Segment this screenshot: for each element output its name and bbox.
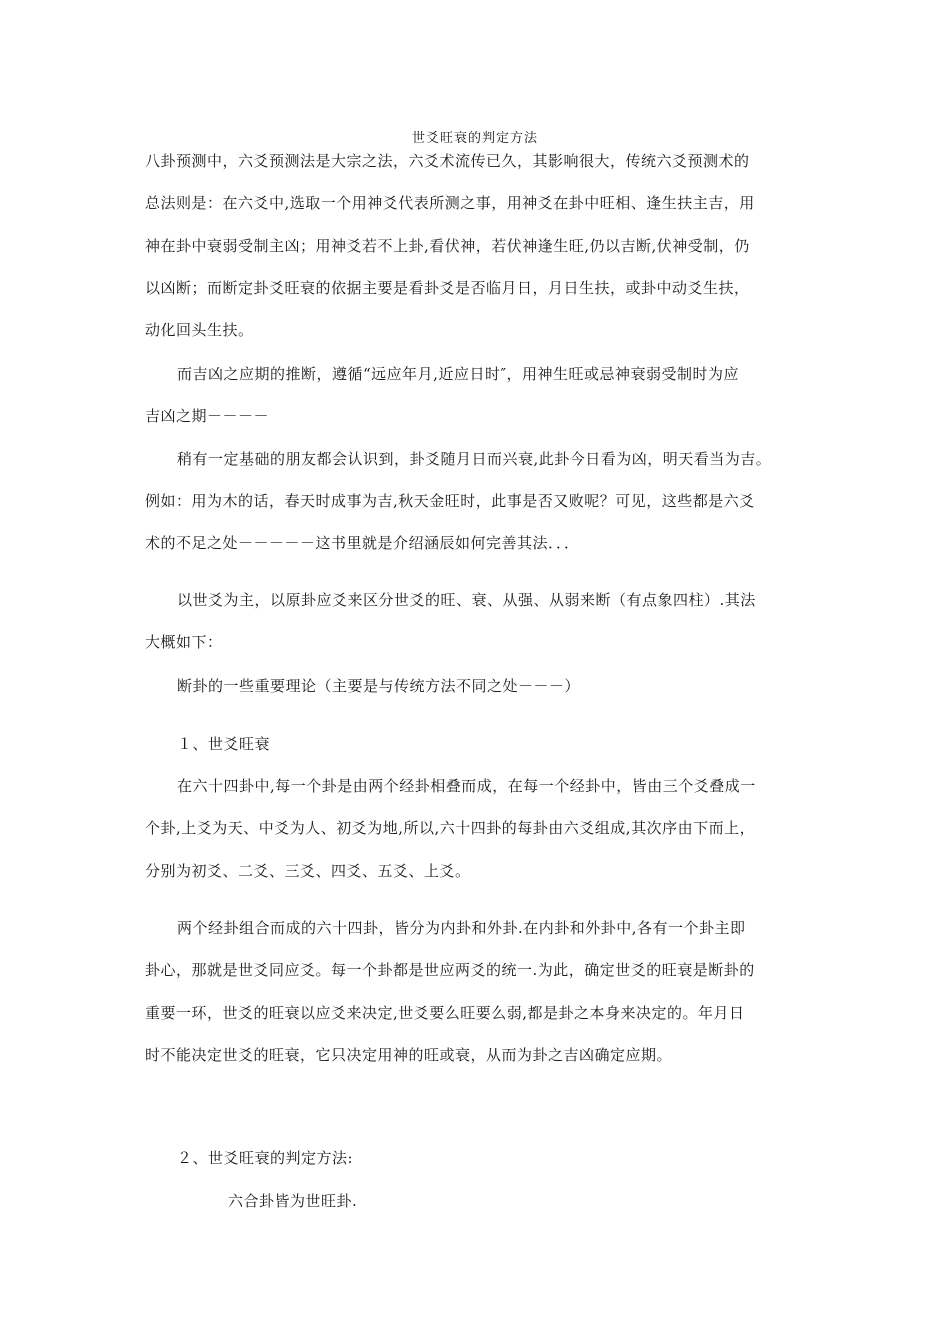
text-line: １、世爻旺衰	[177, 735, 271, 753]
text-line: 两个经卦组合而成的六十四卦，皆分为内卦和外卦.在内卦和外卦中,各有一个卦主即	[177, 919, 746, 937]
text-line: 重要一环，世爻的旺衰以应爻来决定,世爻要么旺要么弱,都是卦之本身来决定的。年月日	[145, 1004, 745, 1022]
text-line: 个卦,上爻为天、中爻为人、初爻为地,所以,六十四卦的每卦由六爻组成,其次序由下而上，	[145, 819, 756, 837]
text-line: 在六十四卦中,每一个卦是由两个经卦相叠而成，在每一个经卦中，皆由三个爻叠成一	[177, 777, 756, 795]
text-line: 例如：用为木的话，春天时成事为吉,秋天金旺时，此事是否又败呢？可见，这些都是六爻	[145, 492, 755, 510]
document-title: 世爻旺衰的判定方法	[411, 131, 538, 146]
text-line: 吉凶之期－－－－	[145, 407, 270, 425]
text-line: 稍有一定基础的朋友都会认识到，卦爻随月日而兴衰,此卦今日看为凶，明天看当为吉。	[177, 450, 772, 468]
text-line: 分别为初爻、二爻、三爻、四爻、五爻、上爻。	[145, 862, 471, 880]
text-line: 而吉凶之应期的推断，遵循“远应年月,近应日时″，用神生旺或忌神衰弱受制时为应	[177, 365, 740, 383]
text-line: 总法则是：在六爻中,选取一个用神爻代表所测之事，用神爻在卦中旺相、逢生扶主吉，用	[145, 194, 755, 212]
text-line: 断卦的一些重要理论（主要是与传统方法不同之处－－－）	[177, 677, 581, 695]
text-line: 卦心，那就是世爻同应爻。每一个卦都是世应两爻的统一.为此，确定世爻的旺衰是断卦的	[145, 961, 755, 979]
text-line: 术的不足之处－－－－－这书里就是介绍涵辰如何完善其法．．．	[145, 534, 580, 552]
text-line: ２、世爻旺衰的判定方法:	[177, 1149, 354, 1167]
text-line: 八卦预测中，六爻预测法是大宗之法，六爻术流传已久，其影响很大，传统六爻预测术的	[145, 152, 750, 170]
text-line: 大概如下：	[145, 633, 223, 651]
text-line: 神在卦中衰弱受制主凶；用神爻若不上卦,看伏神，若伏神逢生旺,仍以吉断,伏神受制，仍	[145, 237, 750, 255]
text-line: 以世爻为主，以原卦应爻来区分世爻的旺、衰、从强、从弱来断（有点象四柱）.其法	[177, 591, 756, 609]
text-line: 动化回头生扶。	[145, 321, 254, 339]
text-line: 以凶断；而断定卦爻旺衰的依据主要是看卦爻是否临月日，月日生扶，或卦中动爻生扶，	[145, 279, 750, 297]
text-line: 时不能决定世爻的旺衰，它只决定用神的旺或衰，从而为卦之吉凶确定应期。	[145, 1046, 673, 1064]
text-line: 六合卦皆为世旺卦.	[228, 1192, 358, 1210]
